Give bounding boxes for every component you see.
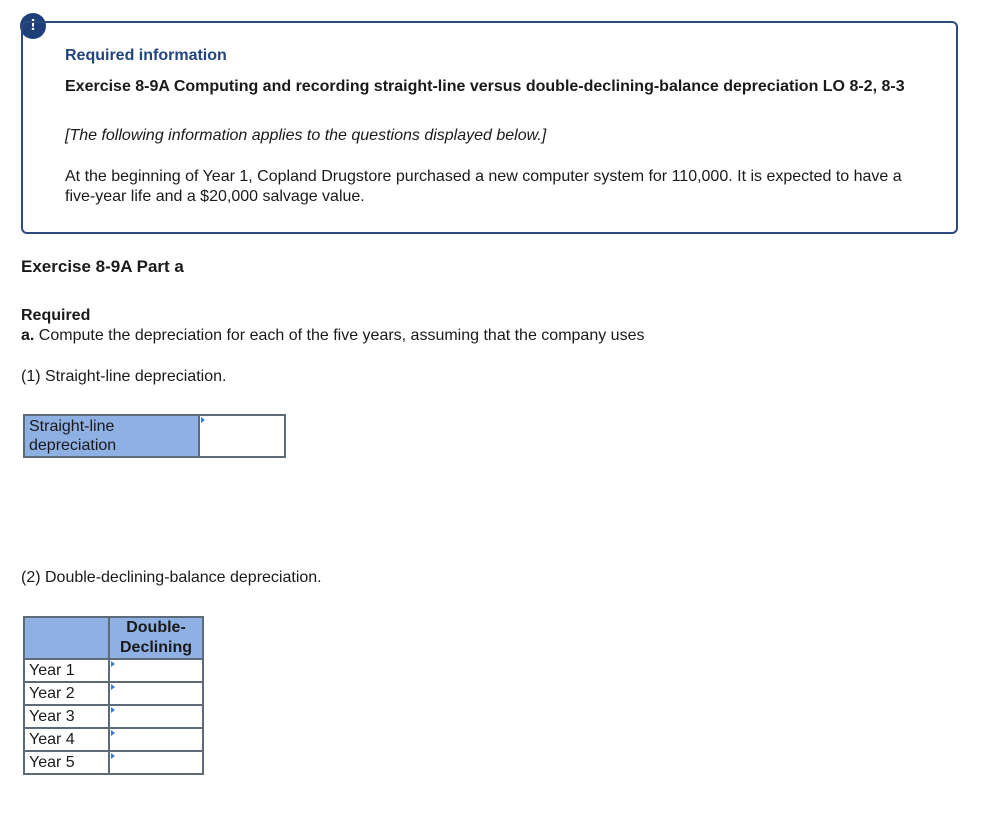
ddb-cell <box>109 751 203 774</box>
ddb-header-line2: Declining <box>119 639 192 656</box>
sub-question-2: (2) Double-declining-balance depreciation. <box>21 569 322 586</box>
table-row <box>24 659 203 682</box>
answer-marker-icon <box>111 730 115 736</box>
ddb-year-5-input[interactable] <box>110 754 202 771</box>
ddb-table <box>23 616 204 775</box>
answer-marker-icon <box>111 684 115 690</box>
part-title: Exercise 8-9A Part a <box>21 257 184 276</box>
ddb-year-label: Year 4 <box>24 728 109 751</box>
straight-line-label <box>24 415 199 457</box>
ddb-header-line1: Double- <box>126 619 186 636</box>
requirement-a <box>21 327 644 345</box>
ddb-year-4-input[interactable] <box>110 731 202 748</box>
ddb-year-2-input[interactable] <box>110 685 202 702</box>
requirement-a-text: Compute the depreciation for each of the five years, assuming that the company uses <box>34 327 645 344</box>
answer-marker-icon <box>111 661 115 667</box>
straight-line-cell <box>199 415 285 457</box>
ddb-corner-header <box>24 617 109 659</box>
info-note: [The following information applies to the questions displayed below.] <box>65 127 547 144</box>
straight-line-label-line1: Straight-line <box>29 418 115 435</box>
table-row <box>24 705 203 728</box>
ddb-column-header <box>109 617 203 659</box>
ddb-year-3-input[interactable] <box>110 708 202 725</box>
ddb-year-label: Year 2 <box>24 682 109 705</box>
straight-line-label-line2: depreciation <box>29 437 117 454</box>
ddb-year-label: Year 1 <box>24 659 109 682</box>
alert-icon: ! <box>20 13 46 39</box>
sub-question-1: (1) Straight-line depreciation. <box>21 368 227 385</box>
exercise-title: Exercise 8-9A Computing and recording straight-line versus double-declining-balance depreciation LO 8-2, 8-3 <box>65 78 905 95</box>
ddb-year-1-input[interactable] <box>110 662 202 679</box>
answer-marker-icon <box>201 417 205 423</box>
ddb-year-label: Year 3 <box>24 705 109 728</box>
straight-line-table <box>23 414 286 458</box>
table-row <box>24 728 203 751</box>
table-row <box>24 751 203 774</box>
required-info-heading: Required information <box>65 47 227 64</box>
requirement-a-prefix: a. <box>21 327 35 344</box>
ddb-cell <box>109 659 203 682</box>
answer-marker-icon <box>111 707 115 713</box>
answer-marker-icon <box>111 753 115 759</box>
table-row <box>24 682 203 705</box>
ddb-year-label: Year 5 <box>24 751 109 774</box>
ddb-cell <box>109 682 203 705</box>
problem-paragraph: At the beginning of Year 1, Copland Drugstore purchased a new computer system for 110,000. It is expected to have a five-year life and a $20,000 salvage value. <box>65 168 902 205</box>
straight-line-input[interactable] <box>200 416 284 456</box>
ddb-cell <box>109 705 203 728</box>
required-label: Required <box>21 307 91 324</box>
ddb-cell <box>109 728 203 751</box>
